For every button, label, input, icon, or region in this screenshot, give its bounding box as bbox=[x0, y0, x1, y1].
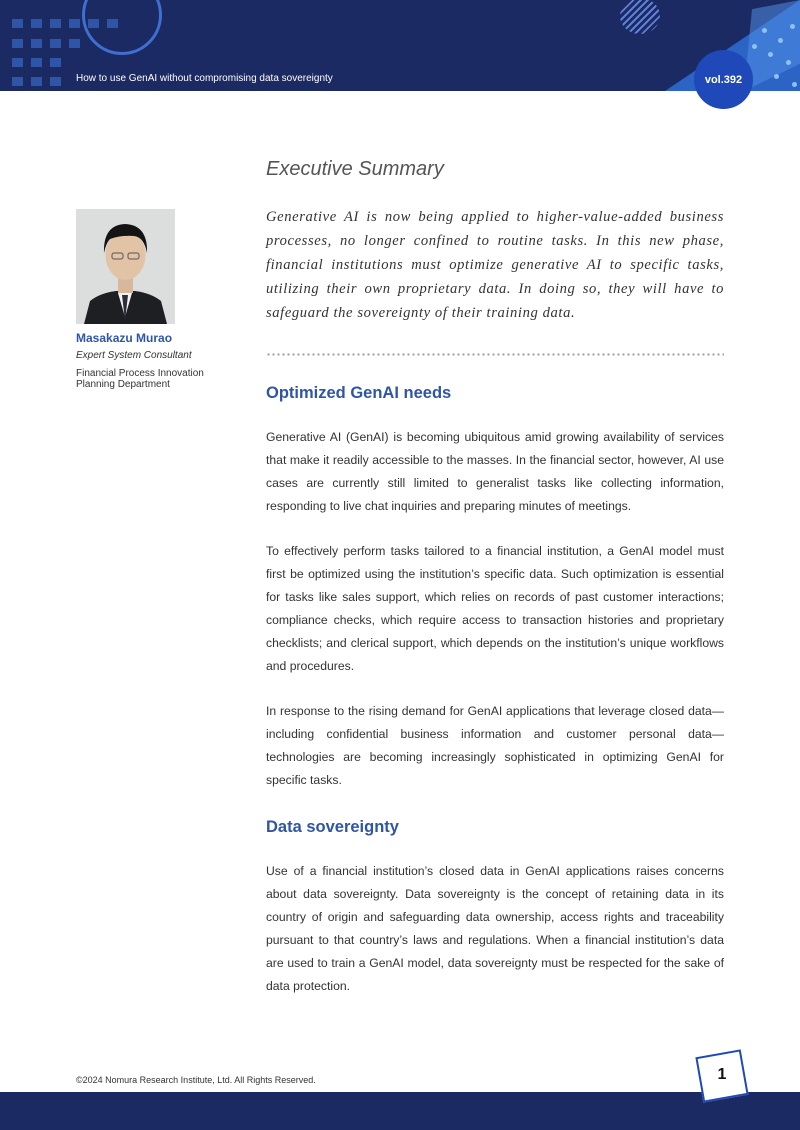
decor-square bbox=[31, 19, 42, 28]
author-department: Financial Process Innovation Planning Department bbox=[76, 368, 204, 390]
decor-dot bbox=[752, 44, 757, 49]
page-header-band bbox=[0, 0, 800, 91]
decor-square bbox=[50, 77, 61, 86]
dotted-divider bbox=[266, 353, 724, 356]
page-number: 1 bbox=[717, 1066, 727, 1083]
decor-dot bbox=[792, 82, 797, 87]
body-paragraph: To effectively perform tasks tailored to a financial institution, a GenAI model must first be optimized using the institution’s specific data. Such optimization is essential for tasks like sales support, which relies on records of past customer interactions; compliance checks, which require access to transaction histories and proprietary checklists; and clerical support, which depends on the institution’s unique workflows and procedures. bbox=[266, 544, 724, 673]
decor-dot bbox=[790, 24, 795, 29]
decor-square bbox=[12, 19, 23, 28]
copyright-notice: ©2024 Nomura Research Institute, Ltd. All Rights Reserved. bbox=[76, 1075, 316, 1085]
author-portrait-image bbox=[76, 209, 175, 324]
decor-square bbox=[50, 19, 61, 28]
decor-square bbox=[69, 19, 80, 28]
decor-square bbox=[31, 77, 42, 86]
decor-dot bbox=[786, 60, 791, 65]
decor-square bbox=[31, 58, 42, 67]
decor-square bbox=[69, 39, 80, 48]
executive-summary-heading: Executive Summary bbox=[266, 158, 444, 180]
decor-dot bbox=[768, 52, 773, 57]
author-name: Masakazu Murao bbox=[76, 331, 173, 345]
section-heading: Optimized GenAI needs bbox=[266, 384, 452, 402]
author-photo bbox=[76, 209, 175, 324]
decor-dot bbox=[774, 74, 779, 79]
decor-square bbox=[12, 39, 23, 48]
body-paragraph: In response to the rising demand for GenAI applications that leverage closed data—including confidential business information and customer personal data—technologies are becoming increasingly sophisticated in optimizing GenAI for specific tasks. bbox=[266, 704, 724, 787]
body-paragraph: Generative AI (GenAI) is becoming ubiquitous amid growing availability of services that make it readily accessible to the masses. In the financial sector, however, AI use cases are currently still limited to generalist tasks like collecting information, responding to live chat inquiries and preparing minutes of meetings. bbox=[266, 430, 724, 513]
decor-dot bbox=[778, 38, 783, 43]
running-title: How to use GenAI without compromising data sovereignty bbox=[76, 73, 333, 84]
decor-square bbox=[12, 58, 23, 67]
decor-square bbox=[50, 58, 61, 67]
volume-badge: vol.392 bbox=[694, 50, 753, 109]
decor-square bbox=[12, 77, 23, 86]
decor-ring bbox=[82, 0, 162, 55]
decor-hatched-circle bbox=[620, 0, 660, 34]
section-heading: Data sovereignty bbox=[266, 818, 399, 836]
body-paragraph: Use of a financial institution’s closed data in GenAI applications raises concerns about data sovereignty. Data sovereignty is the concept of retaining data in its country of origin and safeguarding data ownership, access rights and traceability pursuant to that country’s laws and regulations. When a financial institution’s data are used to train a GenAI model, data sovereignty must be respected for the sake of data protection. bbox=[266, 864, 724, 993]
decor-square bbox=[50, 39, 61, 48]
executive-summary-text: Generative AI is now being applied to higher-value-added business processes, no longer confined to routine tasks. In this new phase, financial institutions must optimize generative AI to specific tasks, utilizing their own proprietary data. In doing so, they will have to safeguard the sovereignty of their training data. bbox=[266, 209, 724, 321]
author-title: Expert System Consultant bbox=[76, 350, 192, 361]
page-footer-band bbox=[0, 1092, 800, 1130]
decor-square bbox=[31, 39, 42, 48]
decor-dot bbox=[762, 28, 767, 33]
